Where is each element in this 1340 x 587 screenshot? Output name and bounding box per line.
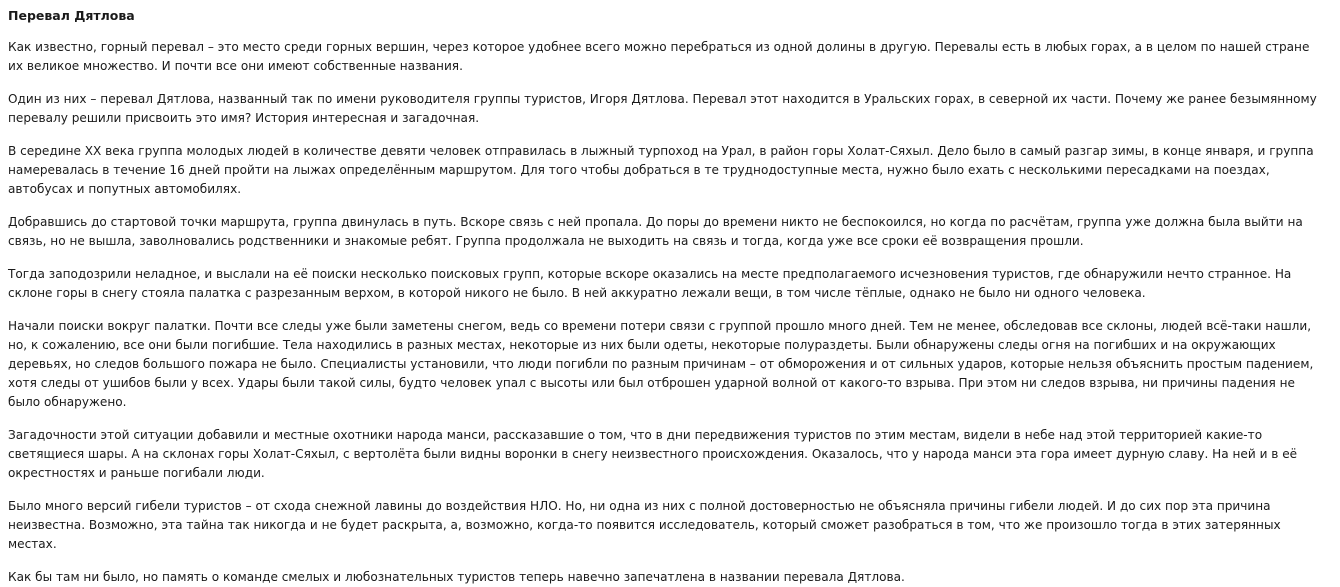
paragraph-3: В середине XX века группа молодых людей в количестве девяти человек отправилась в лыжный турпоход на Урал, в район горы Холат-Сяхыл. Дело было в самый разгар зимы, в конце января, и группа намеревалась в течение 16 дней пройти на лыжах определённым маршрутом. Для того чтобы добраться в те труднодоступные места, нужно было ехать с несколькими пересадками на поездах, автобусах и попутных автомобилях. — [8, 144, 1314, 196]
paragraph-6: Начали поиски вокруг палатки. Почти все следы уже были заметены снегом, ведь со времени потери связи с группой прошло много дней. Тем не менее, обследовав все склоны, людей всё-таки нашли, но, к сожалению, все они были погибшие. Тела находились в разных местах, некоторые из них были одеты, некоторые полураздеты. Были обнаружены следы огня на погибших и на окружающих деревьях, но следов большого пожара не было. Специалисты установили, что люди погибли по разным причинам – от обморожения и от сильных ударов, которые нельзя объяснить простым падением, хотя следы от ушибов были у всех. Удары были такой силы, будто человек упал с высоты или был отброшен ударной волной от какого-то взрыва. При этом ни следов взрыва, ни причины падения не было обнаружено. — [8, 319, 1314, 409]
document-title: Перевал Дятлова — [8, 8, 135, 23]
paragraph-8: Было много версий гибели туристов – от схода снежной лавины до воздействия НЛО. Но, ни одна из них с полной достоверностью не объясняла причины гибели людей. И до сих пор эта причина неизвестна. Возможно, эта тайна так никогда и не будет раскрыта, а, возможно, когда-то появится исследователь, который сможет разобраться в том, что же произошло тогда в этих затерянных местах. — [8, 499, 1281, 551]
paragraph-2: Один из них – перевал Дятлова, названный так по имени руководителя группы туристов, Игоря Дятлова. Перевал этот находится в Уральских горах, в северной их части. Почему же ранее безымянному перевалу решили присвоить это имя? История интересная и загадочная. — [8, 92, 1317, 125]
paragraph-1: Как известно, горный перевал – это место среди горных вершин, через которое удобнее всего можно перебраться из одной долины в другую. Перевалы есть в любых горах, а в целом по нашей стране их великое множество. И почти все они имеют собственные названия. — [8, 40, 1310, 73]
paragraph-5: Тогда заподозрили неладное, и выслали на её поиски несколько поисковых групп, которые вскоре оказались на месте предполагаемого исчезновения туристов, где обнаружили нечто странное. На склоне горы в снегу стояла палатка с разрезанным верхом, в которой никого не было. В ней аккуратно лежали вещи, в том числе тёплые, однако не было ни одного человека. — [8, 267, 1292, 300]
paragraph-7: Загадочности этой ситуации добавили и местные охотники народа манси, рассказавшие о том, что в дни передвижения туристов по этим местам, видели в небе над этой территорией какие-то светящиеся шары. А на склонах горы Холат-Сяхыл, с вертолёта были видны воронки в снегу неизвестного происхождения. Оказалось, что у народа манси эта гора имеет дурную славу. На ней и в её окрестностях и раньше погибали люди. — [8, 428, 1298, 480]
paragraph-4: Добравшись до стартовой точки маршрута, группа двинулась в путь. Вскоре связь с ней пропала. До поры до времени никто не беспокоился, но когда по расчётам, группа уже должна была выйти на связь, но не вышла, заволновались родственники и знакомые ребят. Группа продолжала не выходить на связь и тогда, когда уже все сроки её возвращения прошли. — [8, 215, 1303, 248]
paragraph-9: Как бы там ни было, но память о команде смелых и любознательных туристов теперь навечно запечатлена в названии перевала Дятлова. — [8, 570, 905, 584]
